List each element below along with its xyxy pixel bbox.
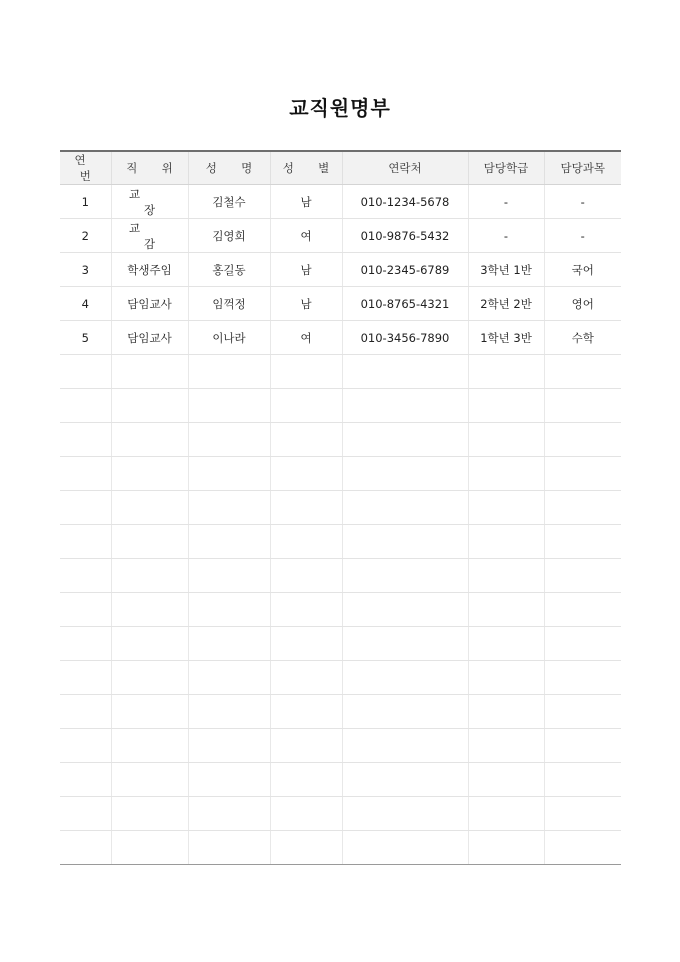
cell-name: 김영희 [188,219,270,253]
cell-contact: 010-2345-6789 [342,253,468,287]
empty-cell [111,797,188,831]
empty-cell [468,559,544,593]
empty-table-row [60,423,621,457]
empty-cell [270,593,342,627]
cell-subject: 영어 [544,287,621,321]
empty-cell [342,593,468,627]
empty-cell [270,389,342,423]
cell-serial-number: 5 [60,321,111,355]
empty-cell [188,593,270,627]
empty-cell [60,389,111,423]
empty-cell [111,457,188,491]
header-class: 담당학급 [468,151,544,185]
empty-cell [188,423,270,457]
empty-cell [468,831,544,865]
empty-cell [544,423,621,457]
empty-cell [188,831,270,865]
empty-cell [270,695,342,729]
cell-serial-number: 3 [60,253,111,287]
empty-cell [270,797,342,831]
empty-cell [468,763,544,797]
empty-cell [60,661,111,695]
empty-table-row [60,457,621,491]
cell-name: 이나라 [188,321,270,355]
empty-table-row [60,355,621,389]
cell-contact: 010-1234-5678 [342,185,468,219]
empty-cell [468,593,544,627]
empty-cell [342,491,468,525]
empty-cell [544,525,621,559]
empty-cell [544,457,621,491]
table-row [60,253,621,287]
cell-serial-number: 4 [60,287,111,321]
empty-cell [468,695,544,729]
empty-cell [60,627,111,661]
empty-cell [342,729,468,763]
empty-cell [270,559,342,593]
cell-position: 학생주임 [111,253,188,287]
empty-cell [270,491,342,525]
cell-serial-number: 1 [60,185,111,219]
empty-cell [111,355,188,389]
empty-cell [60,423,111,457]
empty-cell [270,831,342,865]
empty-cell [544,661,621,695]
cell-class: - [468,219,544,253]
empty-cell [342,355,468,389]
header-subject: 담당과목 [544,151,621,185]
empty-cell [60,831,111,865]
empty-cell [188,627,270,661]
empty-cell [60,525,111,559]
cell-gender: 남 [270,185,342,219]
cell-subject: - [544,185,621,219]
empty-cell [188,763,270,797]
empty-table-row [60,661,621,695]
table-header-row [60,151,621,185]
empty-cell [544,491,621,525]
staff-roster-table [60,150,621,865]
empty-cell [342,831,468,865]
table-row [60,219,621,253]
empty-cell [60,797,111,831]
empty-cell [188,797,270,831]
empty-cell [270,355,342,389]
cell-contact: 010-3456-7890 [342,321,468,355]
empty-cell [342,695,468,729]
cell-class: 1학년 3반 [468,321,544,355]
empty-cell [60,729,111,763]
empty-cell [468,457,544,491]
empty-cell [188,491,270,525]
empty-cell [468,423,544,457]
empty-cell [270,661,342,695]
cell-class: - [468,185,544,219]
empty-cell [270,525,342,559]
empty-cell [111,423,188,457]
empty-table-row [60,797,621,831]
cell-position: 교 감 [111,219,188,253]
header-name: 성 명 [188,151,270,185]
empty-cell [270,627,342,661]
empty-cell [111,763,188,797]
empty-cell [188,729,270,763]
empty-cell [342,627,468,661]
header-gender: 성 별 [270,151,342,185]
empty-cell [111,729,188,763]
cell-name: 홍길동 [188,253,270,287]
empty-cell [111,389,188,423]
empty-cell [60,355,111,389]
empty-table-row [60,491,621,525]
empty-cell [468,661,544,695]
empty-cell [188,389,270,423]
empty-table-row [60,525,621,559]
cell-subject: 수학 [544,321,621,355]
empty-cell [544,355,621,389]
cell-subject: - [544,219,621,253]
empty-table-row [60,763,621,797]
empty-cell [111,559,188,593]
empty-cell [544,695,621,729]
empty-cell [468,729,544,763]
empty-cell [468,355,544,389]
empty-cell [111,593,188,627]
table-row [60,287,621,321]
empty-cell [544,763,621,797]
empty-cell [544,831,621,865]
empty-table-row [60,593,621,627]
header-contact: 연락처 [342,151,468,185]
empty-cell [111,695,188,729]
empty-cell [342,797,468,831]
empty-cell [544,797,621,831]
cell-position: 교 장 [111,185,188,219]
empty-cell [342,661,468,695]
cell-subject: 국어 [544,253,621,287]
table-row [60,321,621,355]
empty-table-row [60,559,621,593]
empty-cell [188,457,270,491]
cell-gender: 남 [270,287,342,321]
empty-cell [270,763,342,797]
empty-cell [111,525,188,559]
empty-cell [342,423,468,457]
empty-table-row [60,695,621,729]
empty-cell [270,729,342,763]
empty-cell [188,525,270,559]
cell-position: 담임교사 [111,287,188,321]
cell-name: 임꺽정 [188,287,270,321]
empty-cell [468,797,544,831]
header-position: 직 위 [111,151,188,185]
empty-cell [60,559,111,593]
cell-contact: 010-9876-5432 [342,219,468,253]
empty-cell [188,661,270,695]
empty-cell [468,389,544,423]
empty-cell [188,559,270,593]
empty-table-row [60,627,621,661]
cell-class: 3학년 1반 [468,253,544,287]
empty-cell [60,491,111,525]
cell-serial-number: 2 [60,219,111,253]
empty-cell [111,491,188,525]
empty-cell [468,491,544,525]
empty-table-row [60,389,621,423]
empty-cell [188,695,270,729]
empty-cell [342,389,468,423]
empty-cell [544,593,621,627]
empty-cell [544,729,621,763]
empty-cell [544,389,621,423]
header-serial-number: 연 번 [60,151,111,185]
cell-position: 담임교사 [111,321,188,355]
empty-cell [342,763,468,797]
empty-cell [342,559,468,593]
empty-table-row [60,831,621,865]
cell-class: 2학년 2반 [468,287,544,321]
empty-cell [342,457,468,491]
empty-cell [111,627,188,661]
table-row [60,185,621,219]
empty-cell [270,457,342,491]
empty-cell [270,423,342,457]
empty-cell [342,525,468,559]
cell-gender: 남 [270,253,342,287]
cell-gender: 여 [270,321,342,355]
empty-cell [60,695,111,729]
empty-cell [60,763,111,797]
empty-cell [544,559,621,593]
empty-cell [111,661,188,695]
empty-cell [111,831,188,865]
empty-cell [60,593,111,627]
cell-contact: 010-8765-4321 [342,287,468,321]
cell-gender: 여 [270,219,342,253]
page-title: 교직원명부 [289,96,391,120]
empty-cell [60,457,111,491]
empty-cell [544,627,621,661]
table-body [60,185,621,865]
empty-cell [468,627,544,661]
empty-cell [468,525,544,559]
cell-name: 김철수 [188,185,270,219]
empty-cell [188,355,270,389]
empty-table-row [60,729,621,763]
